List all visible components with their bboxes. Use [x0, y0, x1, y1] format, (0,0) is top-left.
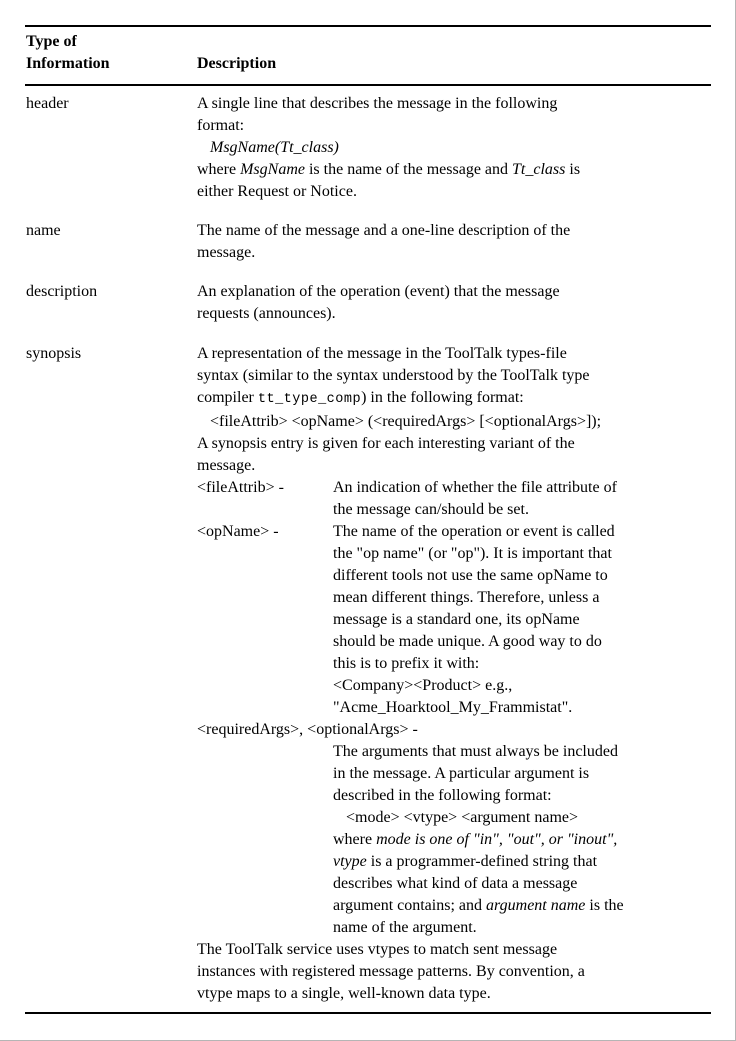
definition-opname: [197, 521, 711, 719]
definition-body: An indication of whether the file attribute of the message can/should be set.: [333, 479, 617, 518]
row-label-description: description: [26, 283, 98, 300]
column-header-type-of-information: Type of Information: [26, 33, 110, 72]
row-description-name: The name of the message and a one-line description of the message.: [197, 222, 571, 261]
row-description-header: A single line that describes the message in the following format: MsgName(Tt_class) where MsgName is the name of the message and Tt_class is either Request or Notice.: [197, 95, 581, 200]
definition-term: <opName> -: [197, 523, 279, 540]
row-description-synopsis: [197, 343, 711, 1005]
table-bottom-rule: [25, 1012, 711, 1014]
synopsis-intro-paragraph: A representation of the message in the ToolTalk types-file syntax (similar to the syntax understood by the ToolTalk type compiler tt_type_comp) in the following format: <fileAttrib> <opName> (<requiredArgs> [<optionalArgs>]); A synopsis entry is given for each interesting variant of the message.: [197, 345, 602, 474]
definition-fileattrib: [197, 477, 711, 521]
definition-term: <requiredArgs>, <optionalArgs> -: [197, 721, 418, 738]
table-header-rule: [25, 84, 711, 86]
definition-requiredargs: [197, 719, 711, 939]
definition-body: The name of the operation or event is called the "op name" (or "op"). It is important that different tools not use the same opName to mean different things. Therefore, unless a message is a standard one, its opName should be made unique. A good way to do this is to prefix it with: <Company><Product> e.g., "Acme_Hoarktool_My_Frammistat".: [333, 523, 615, 716]
row-label-header: header: [26, 95, 69, 112]
row-label-name: name: [26, 222, 61, 239]
column-header-description: Description: [197, 55, 277, 72]
row-label-synopsis: synopsis: [26, 345, 82, 362]
synopsis-tail-paragraph: The ToolTalk service uses vtypes to match sent message instances with registered message patterns. By convention, a vtype maps to a single, well-known data type.: [197, 941, 585, 1002]
row-description-description: An explanation of the operation (event) that the message requests (announces).: [197, 283, 560, 322]
definition-term: <fileAttrib> -: [197, 479, 284, 496]
table-top-rule: [25, 25, 711, 27]
definition-body: The arguments that must always be included in the message. A particular argument is described in the following format: <mode> <vtype> <argument name> where mode is one of "in", "out", or "inout", vtype is a programmer-defined string that describes what kind of data a message argument contains; and argument name is the name of the argument.: [333, 743, 624, 936]
